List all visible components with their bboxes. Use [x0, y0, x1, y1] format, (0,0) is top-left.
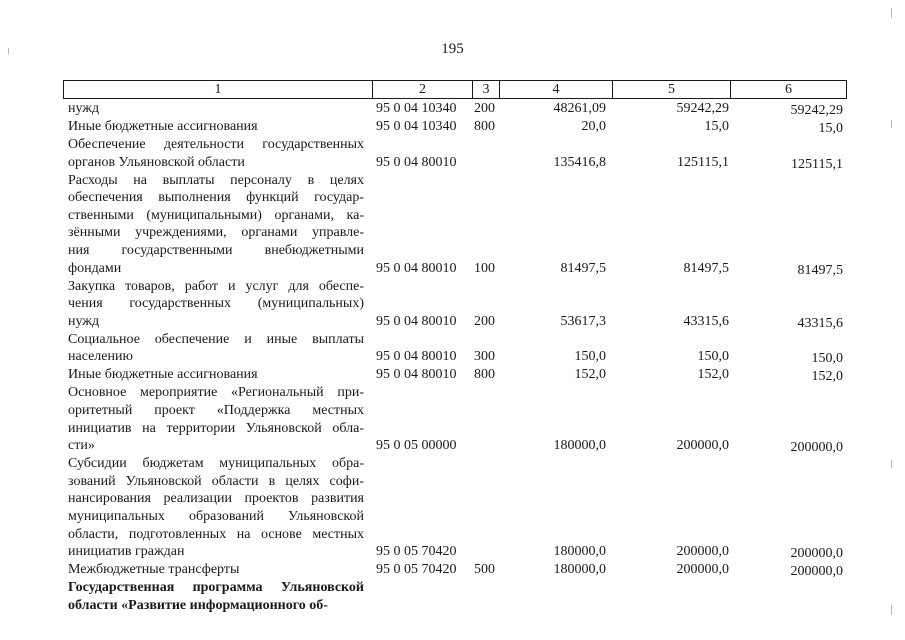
column-header-1: 1 — [64, 81, 373, 98]
description-line: Закупка товаров, работ и услуг для обеспе- — [68, 278, 364, 294]
row-description — [68, 579, 364, 614]
value-col-6: 125115,1 — [791, 156, 843, 172]
description-line: нансирования реализации проектов развития — [68, 491, 364, 507]
target-article-code: 95 0 04 10340 — [376, 119, 457, 134]
scan-mark — [891, 460, 892, 468]
column-header-6: 6 — [785, 82, 792, 97]
target-article-code: 95 0 04 80010 — [376, 260, 457, 276]
value-col-4: 81497,5 — [560, 260, 606, 276]
row-description — [68, 455, 364, 561]
description-line: обеспечения выполнения функций государ- — [68, 190, 364, 206]
value-col-6: 200000,0 — [790, 546, 843, 562]
value-col-4: 20,0 — [581, 119, 606, 134]
value-col-4: 53617,3 — [560, 313, 606, 329]
row-description — [68, 331, 364, 366]
description-line: органов Ульяновской области — [68, 154, 245, 170]
target-article-code: 95 0 05 70420 — [376, 562, 457, 578]
description-line: ственными (муниципальными) органами, ка- — [68, 207, 364, 223]
scan-mark — [891, 605, 892, 615]
expense-type-code: 500 — [474, 562, 495, 578]
expense-type-code: 200 — [474, 313, 495, 329]
description-line: муниципальных образований Ульяновской — [68, 508, 364, 524]
description-line: Основное мероприятие «Региональный при- — [68, 385, 364, 401]
column-header-4: 4 — [500, 81, 613, 98]
description-line: инициатив на территории Ульяновской обла- — [68, 420, 364, 436]
value-col-6: 200000,0 — [790, 564, 843, 580]
row-description — [68, 561, 364, 579]
value-col-4: 180000,0 — [553, 562, 606, 578]
description-line: нужд — [68, 101, 100, 116]
description-line: инициатив граждан — [68, 544, 185, 560]
row-description — [68, 384, 364, 454]
value-col-5: 59242,29 — [676, 101, 729, 116]
value-col-4: 180000,0 — [553, 544, 606, 560]
scan-mark — [891, 8, 892, 18]
value-col-6: 59242,29 — [790, 103, 843, 118]
value-col-6: 81497,5 — [797, 262, 843, 278]
description-line: Социальное обеспечение и иные выплаты — [68, 331, 364, 347]
description-line: Государственная программа Ульяновской — [68, 580, 364, 596]
description-line: зований Ульяновской области в целях софи- — [68, 473, 364, 489]
scan-mark — [891, 120, 892, 128]
column-header-2: 2 — [373, 81, 473, 98]
value-col-5: 43315,6 — [683, 313, 729, 329]
description-line: Иные бюджетные ассигнования — [68, 119, 258, 134]
value-col-5: 125115,1 — [677, 154, 729, 170]
description-line: области «Развитие информационного об- — [68, 597, 328, 613]
value-col-4: 180000,0 — [553, 438, 606, 454]
row-description — [68, 366, 364, 384]
value-col-4: 48261,09 — [553, 101, 606, 116]
row-description — [68, 118, 364, 136]
value-col-6: 15,0 — [818, 121, 843, 136]
target-article-code: 95 0 04 10340 — [376, 101, 457, 116]
expense-type-code: 200 — [474, 101, 495, 116]
value-col-4: 135416,8 — [553, 154, 606, 170]
target-article-code: 95 0 04 80010 — [376, 313, 457, 329]
description-line: Иные бюджетные ассигнования — [68, 367, 258, 383]
column-header-3: 3 — [473, 81, 500, 98]
row-description — [68, 100, 364, 118]
page-number: 195 — [441, 41, 464, 57]
description-line: Субсидии бюджетам муниципальных обра- — [68, 456, 364, 472]
value-col-4: 150,0 — [574, 349, 606, 365]
value-col-5: 15,0 — [704, 119, 729, 134]
expense-type-code: 100 — [474, 260, 495, 276]
value-col-5: 200000,0 — [676, 544, 729, 560]
target-article-code: 95 0 05 00000 — [376, 438, 457, 454]
row-description — [68, 278, 364, 331]
target-article-code: 95 0 04 80010 — [376, 349, 457, 365]
value-col-6: 200000,0 — [790, 440, 843, 456]
value-col-6: 152,0 — [811, 369, 843, 385]
value-col-4: 152,0 — [574, 367, 606, 383]
value-col-5: 152,0 — [697, 367, 729, 383]
value-col-6: 150,0 — [811, 351, 843, 367]
scan-mark — [8, 48, 9, 54]
description-line: сти» — [68, 438, 95, 454]
expense-type-code: 300 — [474, 349, 495, 365]
description-line: оритетный проект «Поддержка местных — [68, 402, 364, 418]
description-line: Расходы на выплаты персоналу в целях — [68, 172, 364, 188]
value-col-6: 43315,6 — [797, 315, 843, 331]
description-line: населению — [68, 349, 133, 365]
description-line: чения государственных (муниципальных) — [68, 296, 364, 312]
value-col-5: 200000,0 — [676, 562, 729, 578]
description-line: Обеспечение деятельности государственных — [68, 137, 364, 152]
row-description — [68, 172, 364, 278]
target-article-code: 95 0 05 70420 — [376, 544, 457, 560]
description-line: нужд — [68, 313, 100, 329]
description-line: зёнными учреждениями, органами управле- — [68, 225, 364, 241]
description-line: фондами — [68, 260, 122, 276]
target-article-code: 95 0 04 80010 — [376, 367, 457, 383]
description-line: ния государственными внебюджетными — [68, 242, 364, 258]
value-col-5: 150,0 — [697, 349, 729, 365]
description-line: Межбюджетные трансферты — [68, 562, 240, 578]
value-col-5: 200000,0 — [676, 438, 729, 454]
target-article-code: 95 0 04 80010 — [376, 154, 457, 170]
value-col-5: 81497,5 — [683, 260, 729, 276]
column-header-5: 5 — [613, 81, 731, 98]
expense-type-code: 800 — [474, 119, 495, 134]
description-line: области, подготовленных на основе местных — [68, 526, 364, 542]
row-description — [68, 136, 364, 171]
expense-type-code: 800 — [474, 367, 495, 383]
